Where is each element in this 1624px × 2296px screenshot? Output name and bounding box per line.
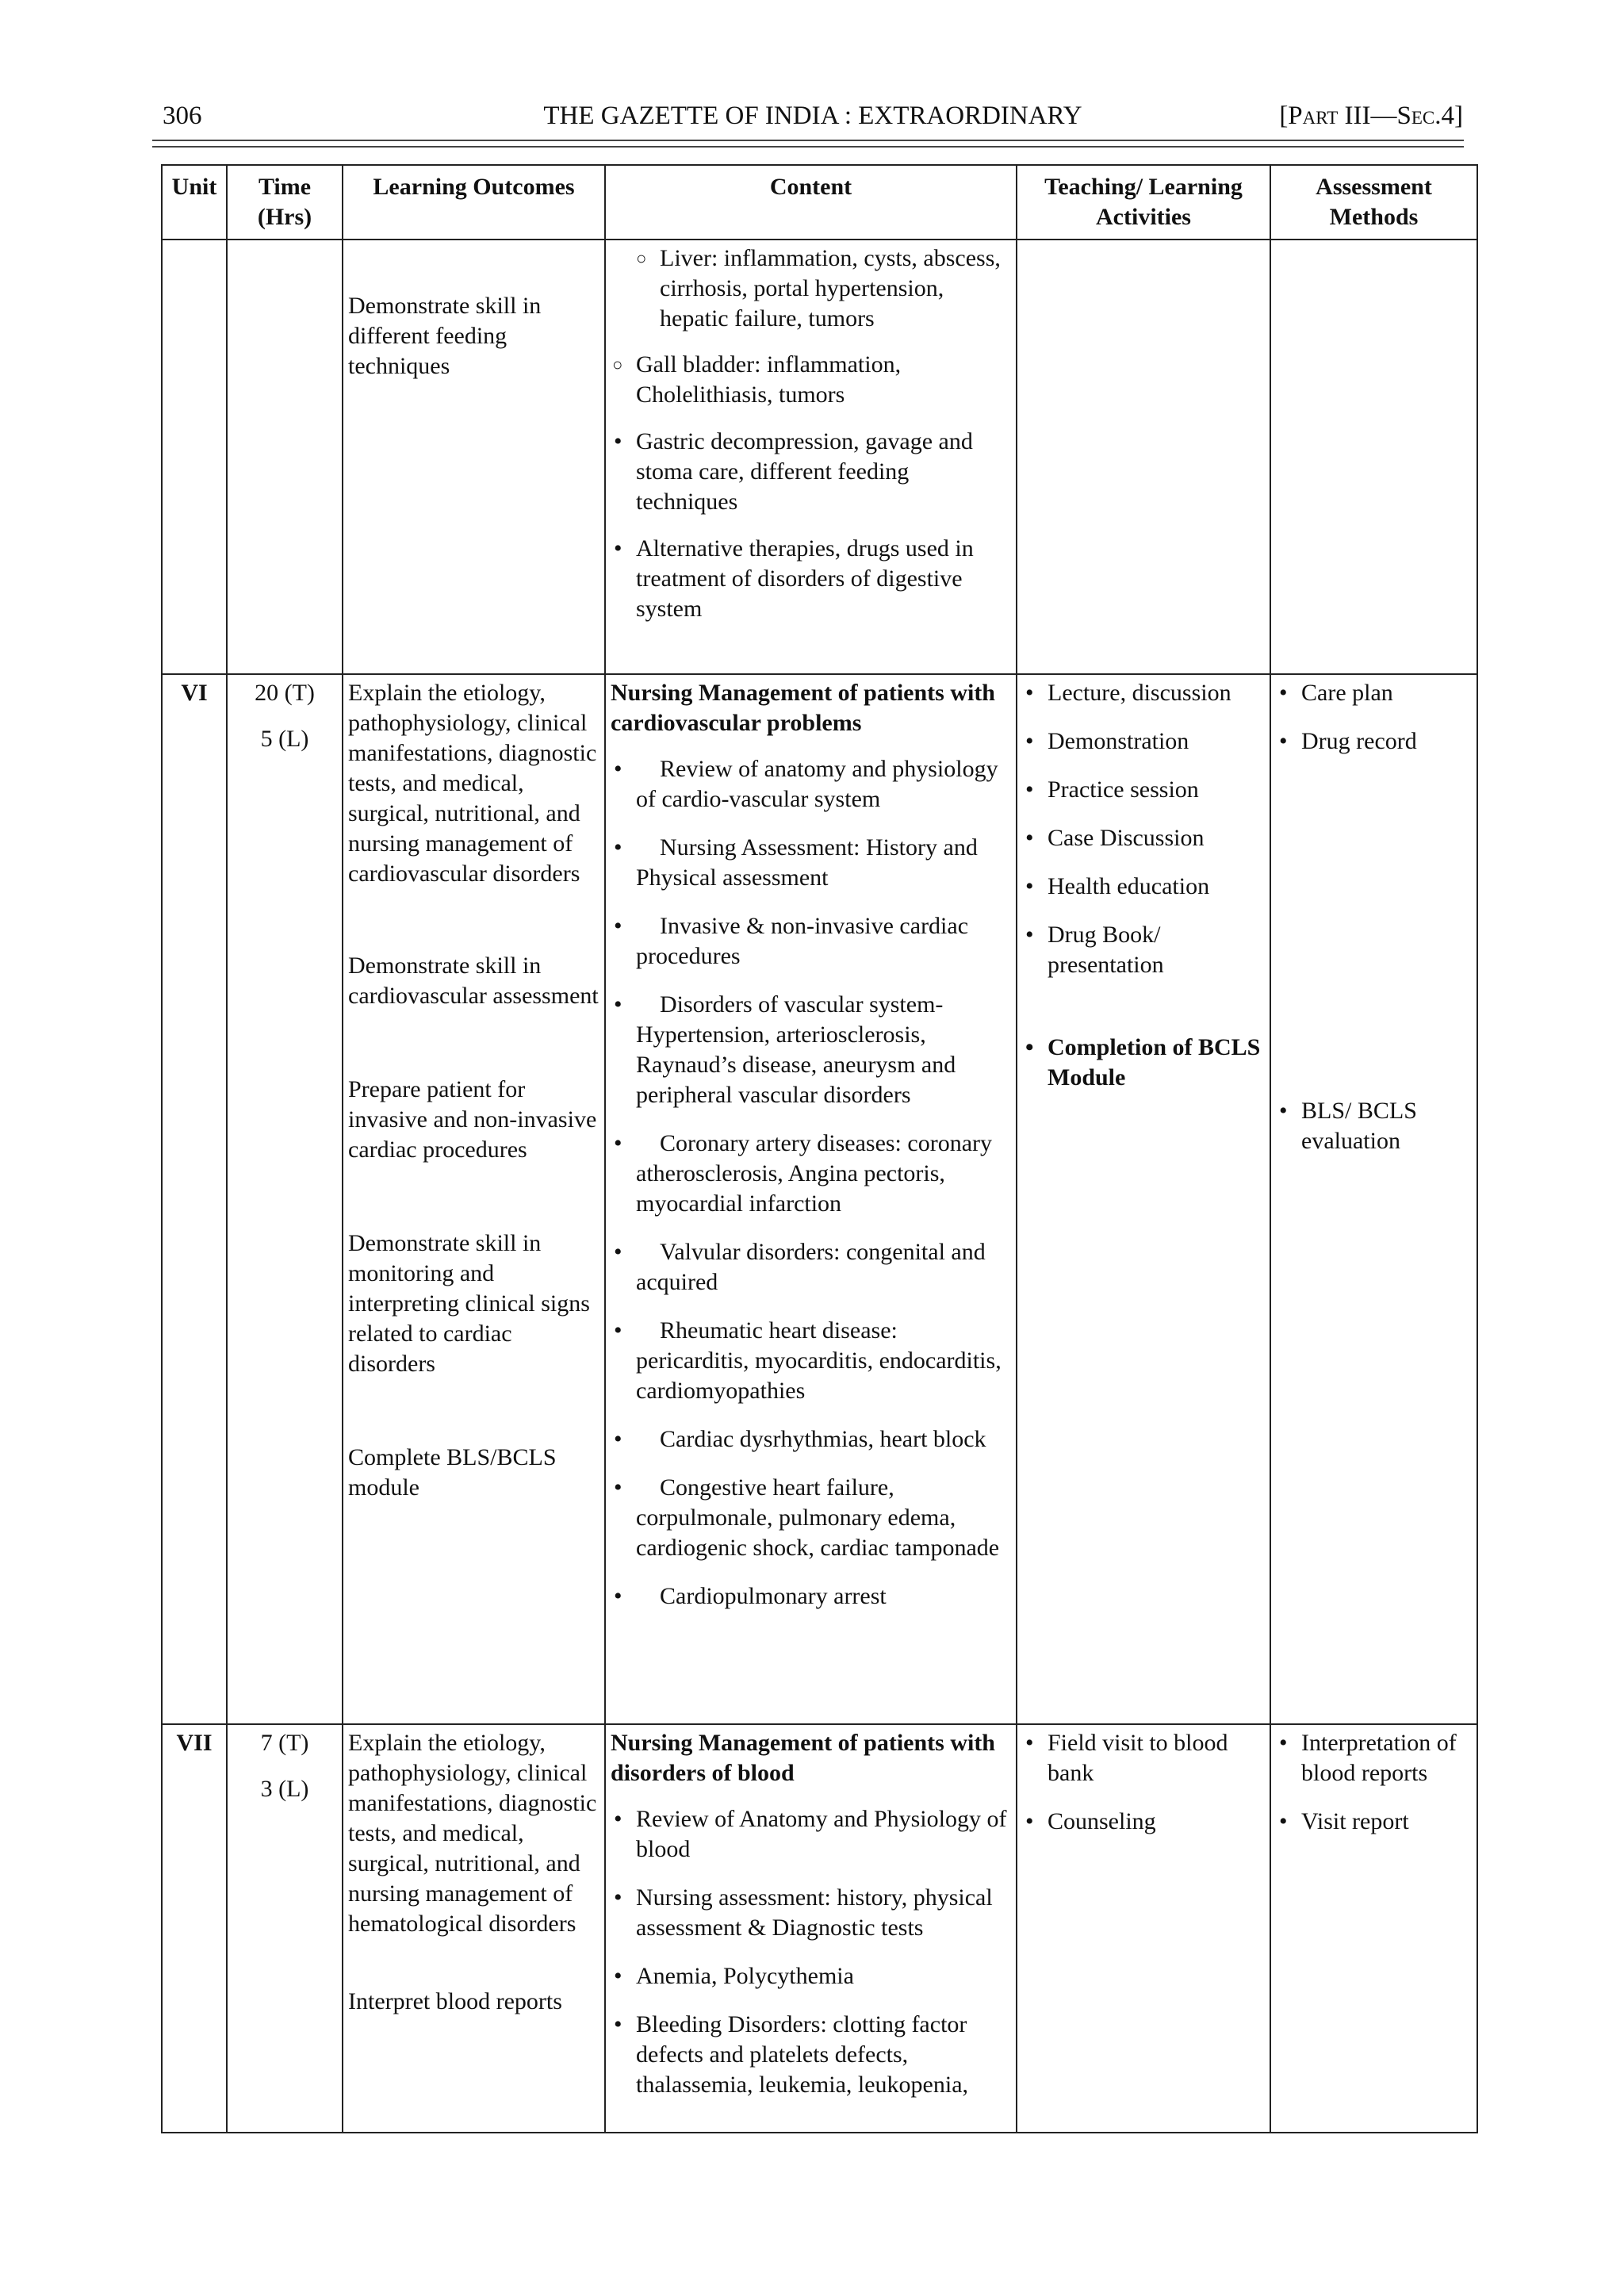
list-item: • Practice session — [1022, 775, 1265, 805]
content-heading: Nursing Management of patients with cardiovascular problems — [611, 680, 995, 736]
list-item: • Review of Anatomy and Physiology of blood — [611, 1804, 1011, 1865]
col-header-time: Time (Hrs) — [227, 165, 343, 240]
time-cell — [227, 674, 343, 1724]
list-item: • Visit report — [1276, 1807, 1472, 1837]
activities-cell — [1017, 1724, 1270, 2133]
col-header-activities: Teaching/ Learning Activities — [1017, 165, 1270, 240]
page-header — [163, 95, 1463, 140]
list-item: • Lecture, discussion — [1022, 678, 1265, 708]
list-item: • Disorders of vascular system- Hypertension, arteriosclerosis, Raynaud’s disease, aneurysm and peripheral vascular disorders — [611, 990, 1011, 1110]
outcome-text: Complete BLS/BCLS module — [348, 1444, 557, 1501]
list-item: • Case Discussion — [1022, 823, 1265, 853]
list-item: • Anemia, Polycythemia — [611, 1961, 1011, 1991]
table-row — [162, 674, 1477, 1724]
col-header-assessment: Assessment Methods — [1270, 165, 1477, 240]
time-theory: 20 (T) — [255, 680, 315, 706]
time-theory: 7 (T) — [260, 1730, 309, 1756]
col-header-unit: Unit — [162, 165, 227, 240]
list-item: • Cardiac dysrhythmias, heart block — [611, 1424, 1011, 1455]
col-header-outcomes: Learning Outcomes — [343, 165, 605, 240]
content-cell — [605, 240, 1017, 674]
list-item: • Completion of BCLS Module — [1022, 1033, 1265, 1093]
list-item: • BLS/ BCLS evaluation — [1276, 1096, 1472, 1156]
outcome-text: Demonstrate skill in monitoring and interpreting clinical signs related to cardiac disorders — [348, 1230, 590, 1377]
activities-cell — [1017, 240, 1270, 674]
header-rule-top — [152, 140, 1464, 141]
table-header-row — [162, 165, 1477, 240]
list-item: • Invasive & non-invasive cardiac procedures — [611, 911, 1011, 972]
list-item: • Counseling — [1022, 1807, 1265, 1837]
outcome-text: Interpret blood reports — [348, 1988, 562, 2014]
outcomes-cell — [343, 674, 605, 1724]
list-item: • Nursing Assessment: History and Physical assessment — [611, 833, 1011, 893]
part-section-label: [Part III—Sec.4] — [1279, 102, 1463, 130]
list-item: • Drug Book/ presentation — [1022, 920, 1265, 980]
unit-cell — [162, 240, 227, 674]
outcome-text: Explain the etiology, pathophysiology, clinical manifestations, diagnostic tests, and medical, surgical, nutritional, and nursing management of cardiovascular disorders — [348, 680, 597, 887]
time-cell — [227, 1724, 343, 2133]
list-item: • Congestive heart failure, corpulmonale, pulmonary edema, cardiogenic shock, cardiac tamponade — [611, 1473, 1011, 1563]
list-item: • Health education — [1022, 872, 1265, 902]
list-item: • Field visit to blood bank — [1022, 1728, 1265, 1788]
list-item: ○ Liver: inflammation, cysts, abscess, cirrhosis, portal hypertension, hepatic failure, tumors — [611, 243, 1011, 334]
unit-cell: VII — [162, 1724, 227, 2133]
list-item: ○ Gall bladder: inflammation, Cholelithiasis, tumors — [611, 350, 1011, 410]
outcome-text: Demonstrate skill in different feeding techniques — [348, 293, 542, 379]
list-item: • Drug record — [1276, 726, 1472, 757]
list-item: • Valvular disorders: congenital and acquired — [611, 1237, 1011, 1297]
list-item: • Care plan — [1276, 678, 1472, 708]
outcome-text: Demonstrate skill in cardiovascular assessment — [348, 953, 599, 1009]
outcomes-cell — [343, 1724, 605, 2133]
outcome-text: Prepare patient for invasive and non-invasive cardiac procedures — [348, 1076, 597, 1163]
time-lab: 3 (L) — [260, 1776, 309, 1802]
list-item: • Coronary artery diseases: coronary atherosclerosis, Angina pectoris, myocardial infarction — [611, 1129, 1011, 1219]
assessment-cell — [1270, 240, 1477, 674]
assessment-cell — [1270, 1724, 1477, 2133]
header-rule-bottom — [152, 146, 1464, 148]
list-item: • Interpretation of blood reports — [1276, 1728, 1472, 1788]
assessment-cell — [1270, 674, 1477, 1724]
content-cell — [605, 674, 1017, 1724]
list-item: • Alternative therapies, drugs used in treatment of disorders of digestive system — [611, 534, 1011, 624]
list-item: • Review of anatomy and physiology of cardio-vascular system — [611, 754, 1011, 815]
col-header-content: Content — [605, 165, 1017, 240]
list-item: • Nursing assessment: history, physical assessment & Diagnostic tests — [611, 1883, 1011, 1943]
page-number: 306 — [163, 102, 202, 130]
gazette-title: THE GAZETTE OF INDIA : EXTRAORDINARY — [543, 102, 1082, 130]
table-row — [162, 240, 1477, 674]
list-item: • Bleeding Disorders: clotting factor defects and platelets defects, thalassemia, leukemia, leukopenia, — [611, 2010, 1011, 2100]
list-item: • Gastric decompression, gavage and stoma care, different feeding techniques — [611, 427, 1011, 517]
time-lab: 5 (L) — [260, 726, 309, 752]
activities-cell — [1017, 674, 1270, 1724]
list-item: • Demonstration — [1022, 726, 1265, 757]
outcomes-cell — [343, 240, 605, 674]
curriculum-table — [161, 164, 1478, 2133]
content-cell — [605, 1724, 1017, 2133]
list-item: • Rheumatic heart disease: pericarditis, myocarditis, endocarditis, cardiomyopathies — [611, 1316, 1011, 1406]
list-item: • Cardiopulmonary arrest — [611, 1581, 1011, 1612]
unit-cell: VI — [162, 674, 227, 1724]
table-row — [162, 1724, 1477, 2133]
content-heading: Nursing Management of patients with disorders of blood — [611, 1730, 995, 1786]
time-cell — [227, 240, 343, 674]
outcome-text: Explain the etiology, pathophysiology, clinical manifestations, diagnostic tests, and medical, surgical, nutritional, and nursing management of hematological disorders — [348, 1730, 597, 1937]
